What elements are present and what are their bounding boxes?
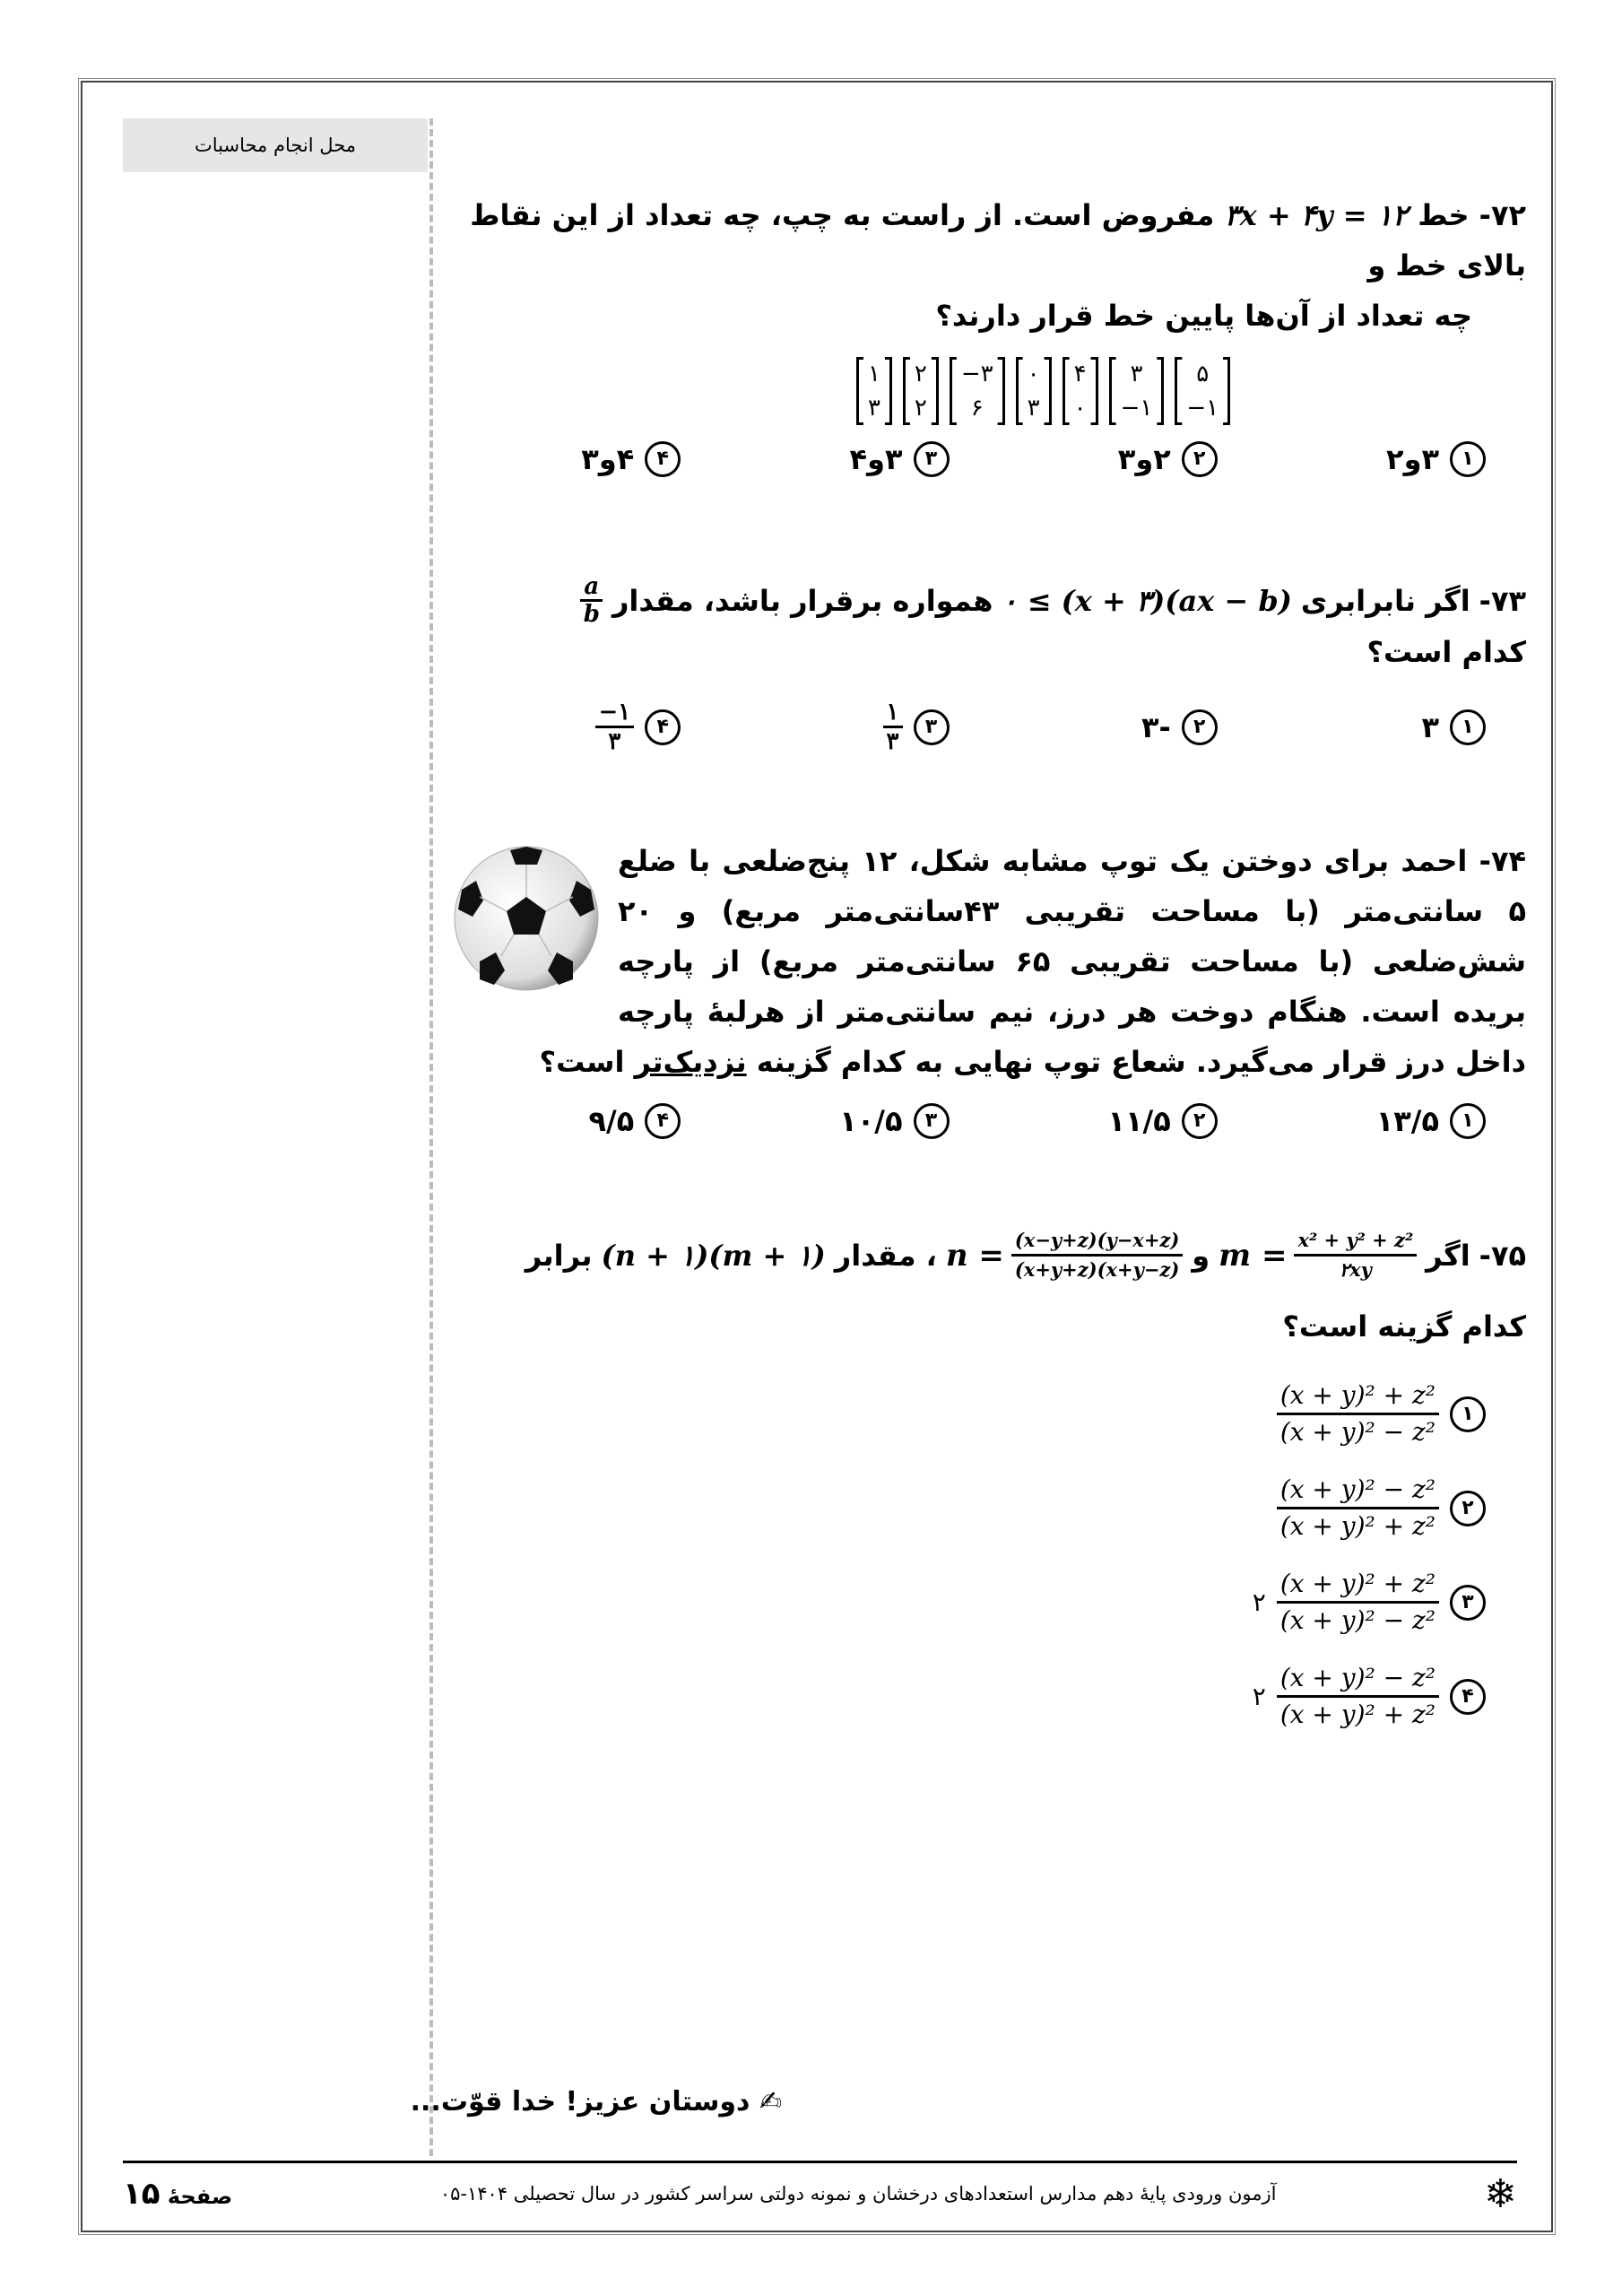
vector-x: ۵ <box>1196 361 1210 387</box>
option-fraction <box>883 699 903 755</box>
q72-text: مفروض است. از راست به چپ، چه تعداد از این نقاط بالای خط و <box>470 198 1526 283</box>
fraction-numerator: (x + y)² + z² <box>1277 1378 1439 1415</box>
option-coefficient: ۲ <box>1252 1587 1266 1617</box>
q75-text: ، مقدار <box>834 1238 937 1273</box>
vector-y: ۶ <box>970 395 984 422</box>
fraction-numerator: (x + y)² − z² <box>1277 1473 1439 1509</box>
vector-x: ۱ <box>867 361 880 387</box>
q73-option-1[interactable] <box>1258 699 1526 755</box>
option-value: ۳و۴ <box>849 442 903 476</box>
closing-text: دوستان عزیز! خدا قوّت... <box>410 2086 750 2118</box>
q72-points <box>453 357 1526 425</box>
q75-option-3[interactable] <box>453 1567 1526 1638</box>
fraction-denominator: ۲xy <box>1339 1258 1372 1281</box>
q74-option-1[interactable] <box>1258 1096 1526 1146</box>
fraction-denominator: b <box>583 601 600 628</box>
q74-line: تقریبی ۶۵ سانتی‌متر مربع) از پارچه بریده است. هنگام دوخت هر درز، نیم <box>618 944 1527 1029</box>
q75-line2: کدام گزینه است؟ <box>1282 1309 1526 1344</box>
q75-n-definition <box>946 1227 1183 1283</box>
option-fraction <box>1277 1473 1439 1544</box>
fraction-numerator: (x−y+z)(y−x+z) <box>1011 1227 1183 1257</box>
point-vector <box>856 357 892 425</box>
q72-number: ۷۲- <box>1479 198 1526 232</box>
q73-text: همواره برقرار باشد، مقدار <box>612 583 993 618</box>
page-label: صفحهٔ <box>167 2184 233 2209</box>
option-fraction <box>1277 1661 1439 1732</box>
vector-y: ۳ <box>1027 395 1040 422</box>
option-number-circle: ۲ <box>1182 1103 1218 1139</box>
footer-title: آزمون ورودی پایهٔ دهم مدارس استعدادهای درخشان و نمونه دولتی سراسر کشور در سال تحصیلی ۱۴۰۴-۰۵ <box>439 2183 1277 2205</box>
option-number-circle: ۳ <box>914 441 950 477</box>
option-number-circle: ۱ <box>1450 1103 1486 1139</box>
q75-text: و <box>1192 1238 1210 1273</box>
q75-option-2[interactable] <box>453 1473 1526 1544</box>
q73-number: ۷۳- <box>1479 583 1526 618</box>
option-number-circle: ۳ <box>914 1103 950 1139</box>
q72-option-4[interactable] <box>453 434 721 484</box>
option-value: ۱۰/۵ <box>839 1104 903 1138</box>
option-value: ۳و۲ <box>1386 442 1439 476</box>
pen-icon: ✍ <box>759 2086 782 2118</box>
fraction-denominator: (x + y)² − z² <box>1279 1417 1436 1447</box>
option-number-circle: ۲ <box>1182 709 1218 745</box>
page-number <box>123 2176 232 2212</box>
option-number-circle: ۱ <box>1450 1396 1486 1432</box>
q74-line: سانتی‌متر از هرلبهٔ پارچه داخل درز قرار می‌گیرد. شعاع توپ نهایی به کدام <box>618 995 1526 1079</box>
option-fraction <box>595 699 635 755</box>
fraction-numerator: (x + y)² + z² <box>1277 1567 1439 1604</box>
question-75 <box>453 1227 1526 1732</box>
fraction-numerator: x² + y² + z² <box>1294 1227 1417 1257</box>
q75-m-definition <box>1219 1227 1417 1283</box>
fraction-denominator: (x + y)² − z² <box>1279 1605 1436 1635</box>
option-number-circle: ۲ <box>1182 441 1218 477</box>
point-vector <box>903 357 939 425</box>
q74-text: است؟ <box>539 1045 625 1079</box>
q73-option-3[interactable] <box>721 699 989 755</box>
page-num: ۱۵ <box>123 2176 160 2212</box>
option-value: ۱۳/۵ <box>1375 1104 1439 1138</box>
option-value: ۳ <box>1421 709 1439 744</box>
q74-option-4[interactable] <box>453 1096 721 1146</box>
option-number-circle: ۴ <box>645 441 681 477</box>
option-number-circle: ۴ <box>1450 1679 1486 1715</box>
q74-option-2[interactable] <box>990 1096 1258 1146</box>
option-coefficient: ۲ <box>1252 1681 1266 1711</box>
closing-message <box>411 2086 782 2118</box>
point-vector <box>1016 357 1052 425</box>
fraction-denominator: (x + y)² + z² <box>1279 1511 1436 1541</box>
q73-line <box>453 574 1526 677</box>
footer-divider <box>123 2161 1517 2163</box>
option-value: ۹/۵ <box>588 1104 635 1138</box>
question-74 <box>453 836 1526 1146</box>
q73-option-4[interactable] <box>453 699 721 755</box>
question-73 <box>453 574 1526 755</box>
option-value: ۱۱/۵ <box>1107 1104 1171 1138</box>
q74-emphasis: نزدیک‌تر <box>634 1045 747 1079</box>
q72-line2: چه تعداد از آن‌ها پایین خط قرار دارند؟ <box>935 299 1472 333</box>
fraction-numerator: (x + y)² − z² <box>1277 1661 1439 1698</box>
q75-n: n = <box>945 1237 1004 1274</box>
snowflake-icon: ❄ <box>1484 2170 1517 2217</box>
q75-expression: (n + ۱)(m + ۱) <box>601 1238 826 1273</box>
point-vector <box>1175 357 1230 425</box>
option-number-circle: ۴ <box>645 709 681 745</box>
vector-y: ۳ <box>867 395 880 422</box>
q72-line1 <box>453 190 1526 291</box>
question-72 <box>453 190 1526 484</box>
soccer-ball-image <box>453 845 600 992</box>
q75-option-1[interactable] <box>453 1378 1526 1449</box>
footer <box>123 2167 1517 2221</box>
option-number-circle: ۱ <box>1450 441 1486 477</box>
q75-options <box>453 1378 1526 1732</box>
q74-line: ۷۴- احمد برای دوختن یک توپ مشابه شکل، ۱۲ پنج‌ضلعی با ضلع ۵ <box>618 844 1527 928</box>
q75-text: اگر <box>1426 1238 1470 1273</box>
vector-y: ۰ <box>1073 395 1087 422</box>
fraction-numerator: −۱ <box>595 699 635 728</box>
q75-text: برابر <box>525 1238 593 1273</box>
q74-line: سانتی‌متر (با مساحت تقریبی ۴۳سانتی‌متر مربع) و ۲۰ شش‌ضلعی (با مساحت <box>618 894 1527 978</box>
q73-options <box>453 699 1526 755</box>
q72-option-3[interactable] <box>721 434 989 484</box>
vector-y: −۱ <box>1186 395 1219 422</box>
q73-inequality: ۰ ≤ (x + ۳)(ax − b) <box>1002 583 1292 618</box>
vector-x: ۲ <box>914 361 927 387</box>
q73-fraction <box>580 574 603 627</box>
q75-m-fraction <box>1294 1227 1417 1283</box>
option-number-circle: ۲ <box>1450 1491 1486 1526</box>
fraction-denominator: ۳ <box>886 728 899 755</box>
scratch-area-label: محل انجام محاسبات <box>123 118 428 172</box>
q73-option-2[interactable] <box>990 699 1258 755</box>
q74-text: گزینه <box>756 1045 831 1079</box>
q74-option-3[interactable] <box>721 1096 989 1146</box>
column-divider <box>429 118 433 2156</box>
fraction-denominator: (x + y)² + z² <box>1279 1700 1436 1729</box>
q74-options <box>453 1096 1526 1146</box>
option-fraction <box>1277 1567 1439 1638</box>
q72-options <box>453 434 1526 484</box>
q75-line1 <box>453 1227 1526 1283</box>
vector-x: ۳ <box>1130 361 1143 387</box>
q75-option-4[interactable] <box>453 1661 1526 1732</box>
q75-n-fraction <box>1011 1227 1183 1283</box>
q73-text: اگر نابرابری <box>1300 583 1470 618</box>
questions-column <box>453 190 1526 1732</box>
fraction-numerator: a <box>580 574 603 602</box>
option-number-circle: ۳ <box>1450 1585 1486 1621</box>
vector-x: ۰ <box>1027 361 1040 387</box>
vector-x: −۳ <box>960 361 993 387</box>
option-number-circle: ۴ <box>645 1103 681 1139</box>
fraction-denominator: ۳ <box>608 728 621 755</box>
q72-text: خط <box>1418 198 1470 232</box>
option-value: ۴و۳ <box>581 442 635 476</box>
q74-text-block <box>453 836 1526 1087</box>
point-vector <box>950 357 1005 425</box>
q72-option-2[interactable] <box>990 434 1258 484</box>
q75-number: ۷۵- <box>1479 1238 1526 1273</box>
q75-m: m = <box>1219 1237 1288 1274</box>
point-vector <box>1063 357 1098 425</box>
vector-y: ۲ <box>914 395 927 422</box>
option-value: ۲و۳ <box>1117 442 1171 476</box>
option-number-circle: ۳ <box>914 709 950 745</box>
fraction-numerator: ۱ <box>883 699 903 728</box>
vector-x: ۴ <box>1073 361 1087 387</box>
option-fraction <box>1277 1378 1439 1449</box>
option-number-circle: ۱ <box>1450 709 1486 745</box>
point-vector <box>1109 357 1165 425</box>
vector-y: −۱ <box>1120 395 1153 422</box>
q73-text: کدام است؟ <box>1366 635 1526 669</box>
q72-option-1[interactable] <box>1258 434 1526 484</box>
fraction-denominator: (x+y+z)(x+y−z) <box>1014 1258 1180 1281</box>
option-value: -۳ <box>1141 709 1171 744</box>
q72-equation: ۳x + ۴y = ۱۲ <box>1224 198 1409 232</box>
